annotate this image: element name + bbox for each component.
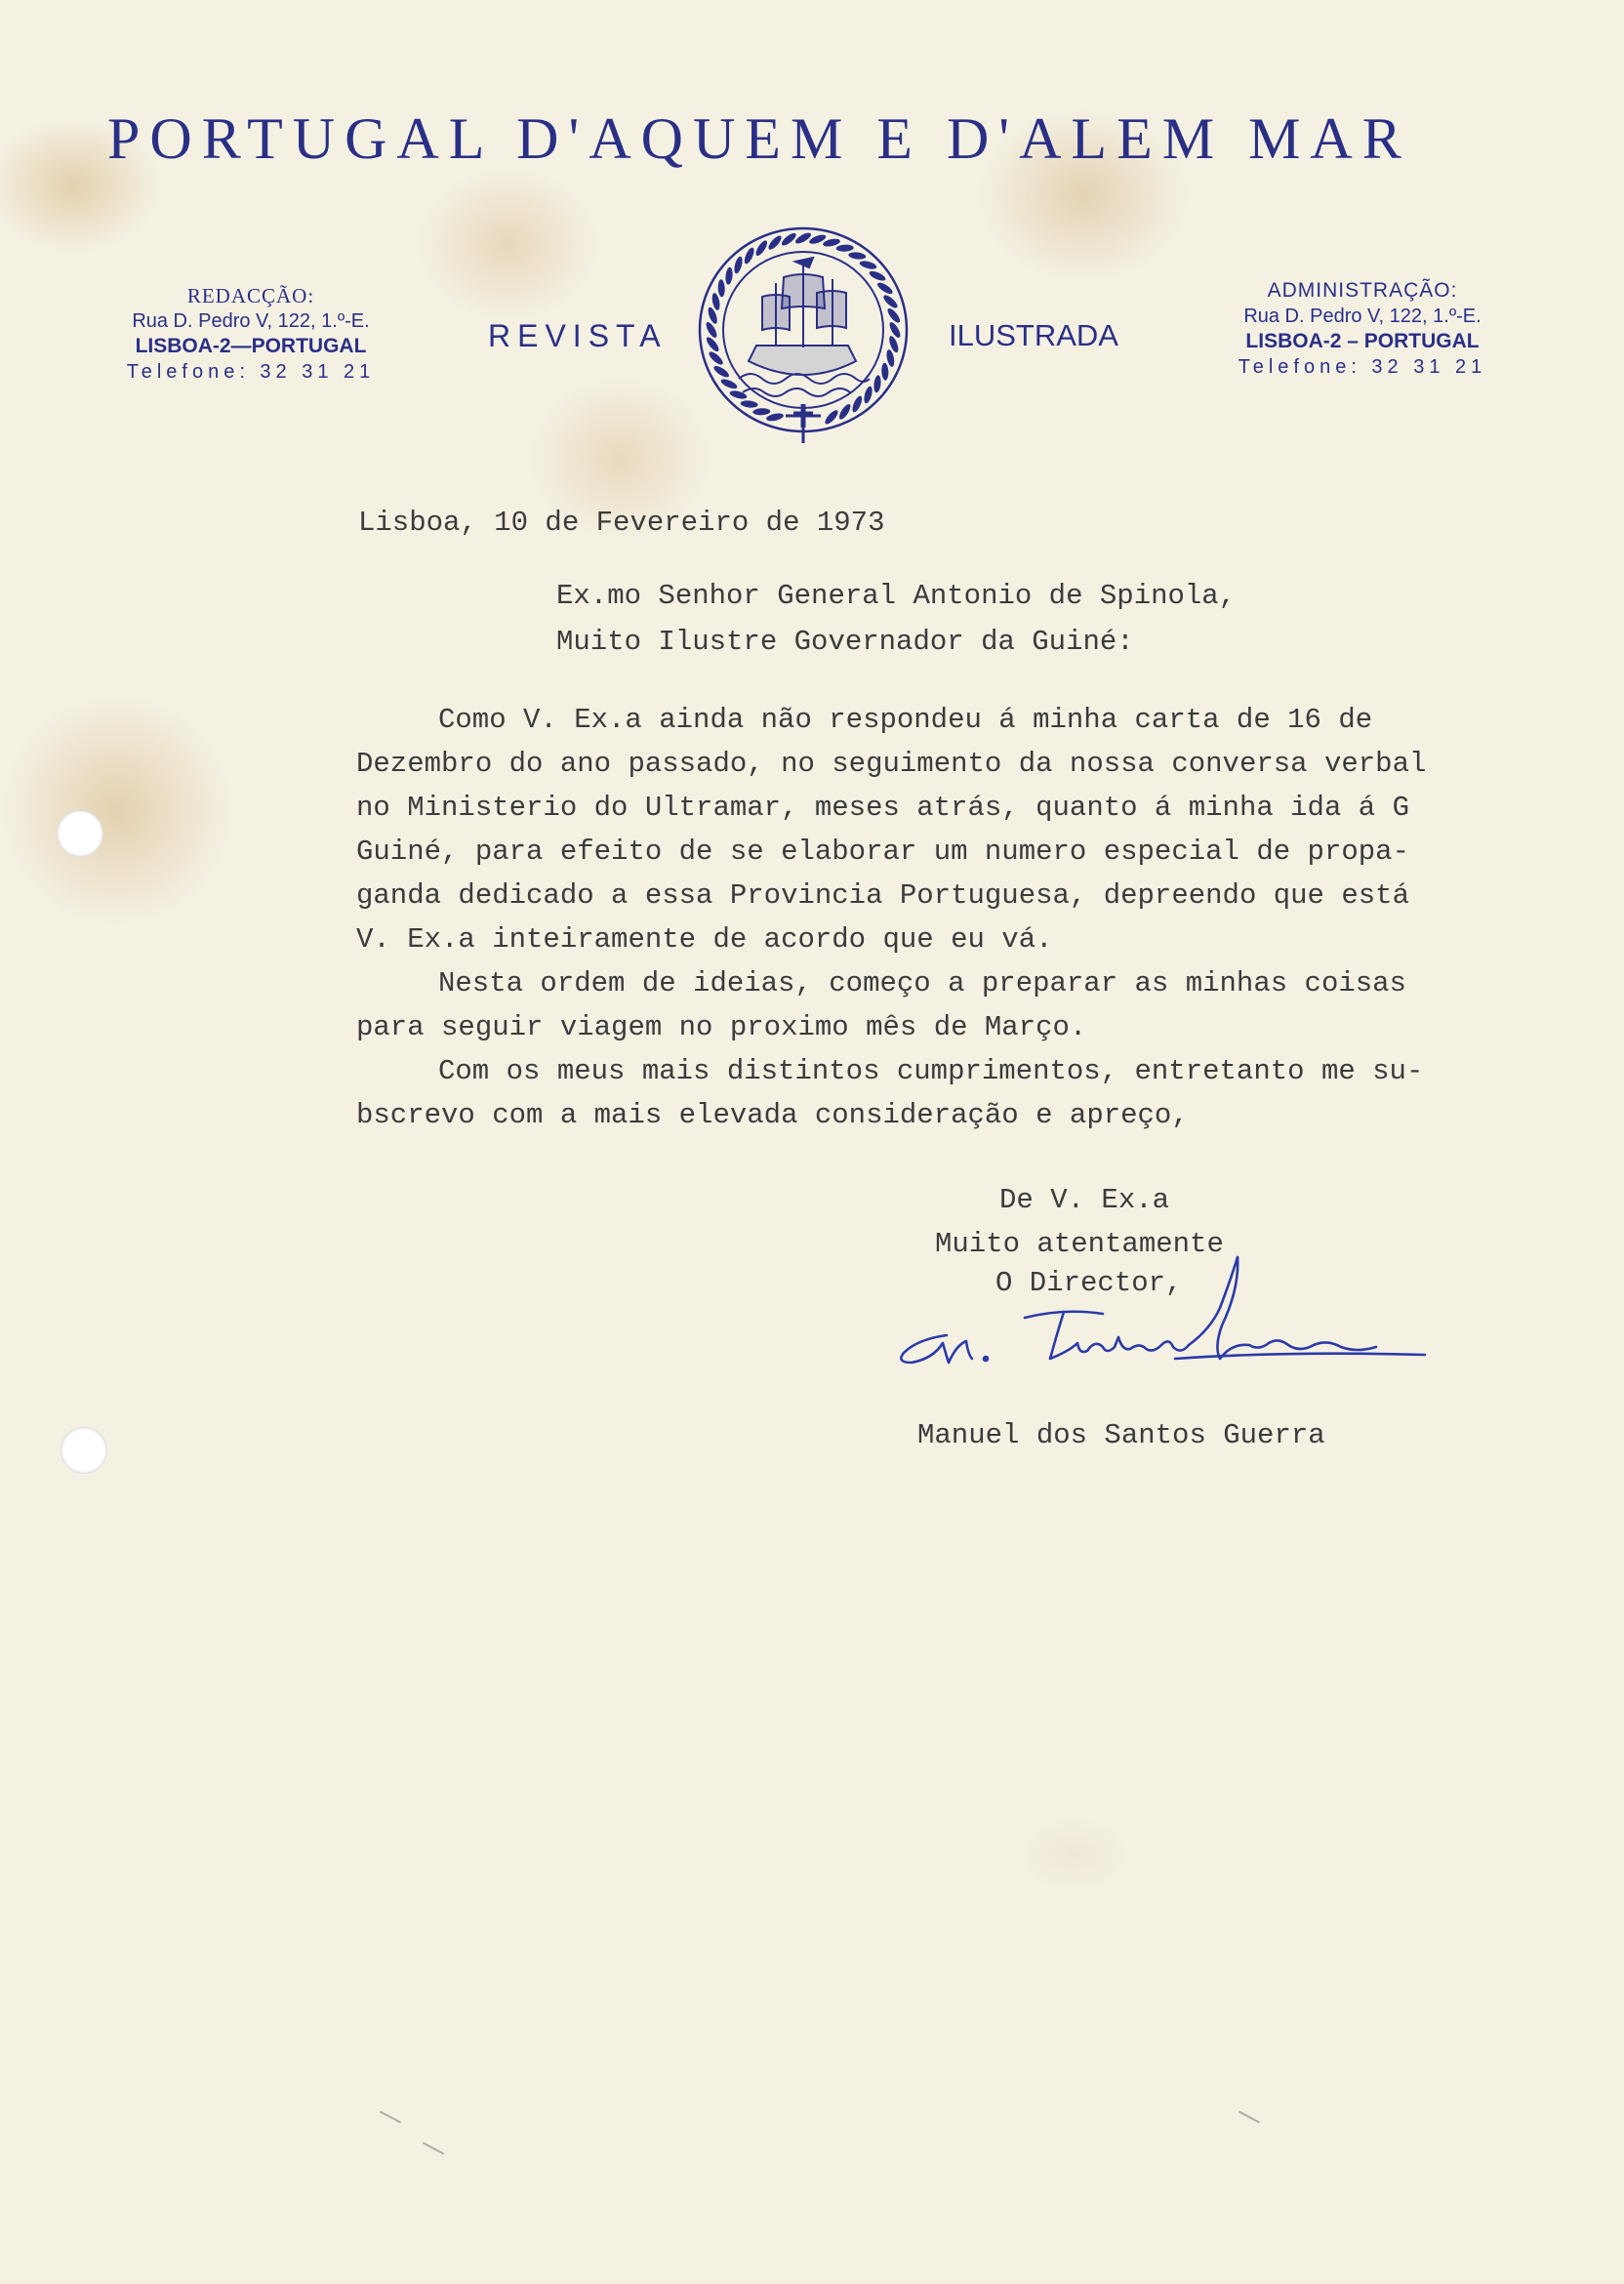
recipient-line-2: Muito Ilustre Governador da Guiné:: [556, 626, 1134, 658]
administration-street: Rua D. Pedro V, 122, 1.º-E.: [1243, 306, 1482, 327]
wreath-leaf: [793, 230, 812, 245]
punch-hole: [61, 1427, 107, 1474]
paper-mark: [1238, 2110, 1260, 2123]
administration-heading: ADMINISTRAÇÃO:: [1267, 279, 1458, 302]
body-line: Com os meus mais distintos cumprimentos, entretanto me su-: [438, 1055, 1424, 1087]
editorial-heading: REDACÇÃO:: [186, 284, 315, 307]
wreath-leaf: [881, 293, 899, 309]
wreath-leaf: [780, 231, 797, 248]
caravel-emblem: [688, 215, 918, 453]
body-line: no Ministerio do Ultramar, meses atrás, quanto á minha ida á G: [356, 792, 1409, 824]
wreath-leaf: [725, 266, 734, 285]
handwritten-signature: [878, 1249, 1444, 1406]
wreath-leaf: [704, 320, 718, 339]
closing-line-1: De V. Ex.a: [999, 1184, 1170, 1216]
paper-mark: [380, 2110, 401, 2123]
body-line: V. Ex.a inteiramente de acordo que eu vá.: [356, 923, 1053, 956]
wreath-leaf: [823, 408, 839, 426]
wreath-leaf: [765, 412, 784, 423]
closing-line-2: Muito atentamente: [935, 1228, 1224, 1260]
wreath-leaf: [873, 375, 882, 393]
wreath-leaf: [859, 260, 877, 270]
ilustrada-label: ILUSTRADA: [949, 318, 1118, 352]
wreath-leaf: [885, 306, 902, 324]
wreath-leaf: [710, 292, 721, 310]
wreath-leaf: [733, 256, 744, 274]
body-line: Nesta ordem de ideias, começo a preparar as minhas coisas: [438, 967, 1406, 999]
body-line: Como V. Ex.a ainda não respondeu á minha carta de 16 de: [438, 704, 1373, 736]
wreath-leaf: [881, 363, 889, 381]
wreath-leaf: [863, 386, 873, 404]
editorial-phone: Telefone: 32 31 21: [126, 361, 376, 383]
wreath-leaf: [743, 246, 756, 265]
wreath-leaf: [885, 348, 896, 367]
wreath-leaf: [752, 408, 770, 416]
wreath-leaf: [705, 336, 721, 353]
body-line: Guiné, para efeito de se elaborar um numero especial de propa-: [356, 836, 1409, 868]
wreath-leaf: [766, 234, 783, 252]
body-line: Dezembro do ano passado, no seguimento da nossa conversa verbal: [356, 748, 1427, 780]
body-line: bscrevo com a mais elevada consideração e apreço,: [356, 1099, 1189, 1131]
wreath-leaf: [708, 349, 725, 366]
wreath-leaf: [868, 269, 886, 283]
wreath-leaf: [717, 279, 725, 297]
wreath-leaf: [822, 237, 840, 248]
wreath-leaf: [837, 402, 853, 421]
body-line: ganda dedicado a essa Provincia Portuguesa, depreendo que está: [356, 879, 1409, 912]
wreath-leaf: [848, 252, 867, 261]
closing-line-3: O Director,: [995, 1267, 1183, 1299]
wreath-leaf: [836, 244, 854, 252]
signatory-name: Manuel dos Santos Guerra: [917, 1419, 1325, 1451]
wreath-leaf: [740, 400, 758, 409]
recipient-line-1: Ex.mo Senhor General Antonio de Spinola,: [556, 580, 1237, 612]
administration-phone: Telefone: 32 31 21: [1238, 356, 1487, 378]
wreath-leaf: [719, 377, 738, 390]
letter-date: Lisboa, 10 de Fevereiro de 1973: [358, 507, 885, 539]
wreath-leaf: [875, 280, 894, 296]
editorial-city: LISBOA-2—PORTUGAL: [135, 335, 367, 357]
revista-label: REVISTA: [488, 318, 668, 353]
wreath-leaf: [850, 394, 864, 413]
paper-mark: [423, 2141, 444, 2154]
administration-city: LISBOA-2 – PORTUGAL: [1245, 330, 1480, 352]
wreath-leaf: [753, 239, 769, 258]
administration-address: [1218, 278, 1507, 380]
letter-body: [356, 698, 1610, 1137]
editorial-address: [109, 283, 392, 385]
body-line: para seguir viagem no proximo mês de Março.: [356, 1011, 1087, 1043]
wreath-leaf: [887, 320, 902, 339]
punch-hole: [57, 810, 103, 857]
wreath-leaf: [712, 364, 731, 380]
masthead-title: PORTUGAL D'AQUEM E D'ALEM MAR: [107, 106, 1411, 171]
editorial-street: Rua D. Pedro V, 122, 1.º-E.: [132, 310, 370, 332]
